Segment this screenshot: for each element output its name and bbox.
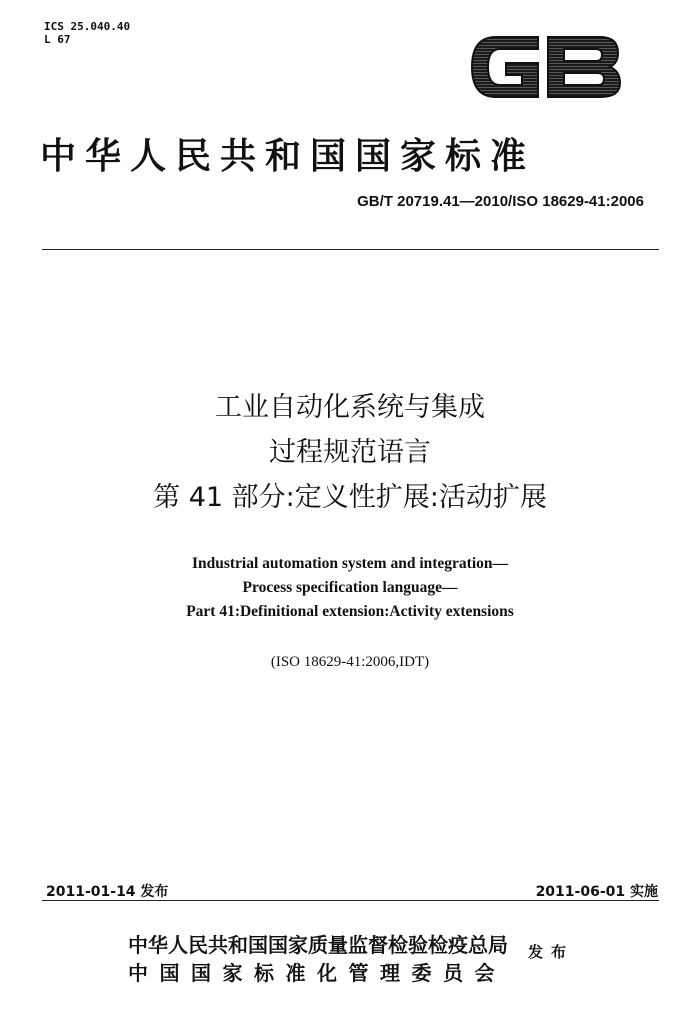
chinese-title-line2: 过程规范语言 [269,437,431,468]
issue-date: 2011-01-14 发布 [46,884,169,900]
standard-number: GB/T 20719.41—2010/ISO 18629-41:2006 [357,193,644,210]
english-title-line3: Part 41:Definitional extension:Activity extensions [186,603,514,620]
divider-top [42,249,659,250]
chinese-title [0,390,700,516]
english-title-line1: Industrial automation system and integration— [191,555,509,572]
english-title [0,552,700,624]
publisher-line1: 中华人民共和国国家质量监督检验检疫总局 [128,933,508,957]
implementation-date: 2011-06-01 实施 [535,884,658,900]
ccs-code: L 67 [44,33,71,46]
ics-code: ICS 25.040.40 [44,20,131,33]
gb-logo-icon [466,29,626,105]
iso-reference: (ISO 18629-41:2006,IDT) [270,654,430,670]
english-title-line2: Process specification language— [242,579,458,596]
divider-bottom [42,900,659,901]
publish-action-label: 发布 [528,943,575,961]
classification-codes [44,20,130,46]
chinese-title-line1: 工业自动化系统与集成 [215,392,485,423]
publisher-line2: 中国国家标准化管理委员会 [128,961,506,985]
chinese-title-line3: 第 41 部分:定义性扩展:活动扩展 [153,482,547,513]
standard-title: 中华人民共和国国家标准 [40,135,536,177]
